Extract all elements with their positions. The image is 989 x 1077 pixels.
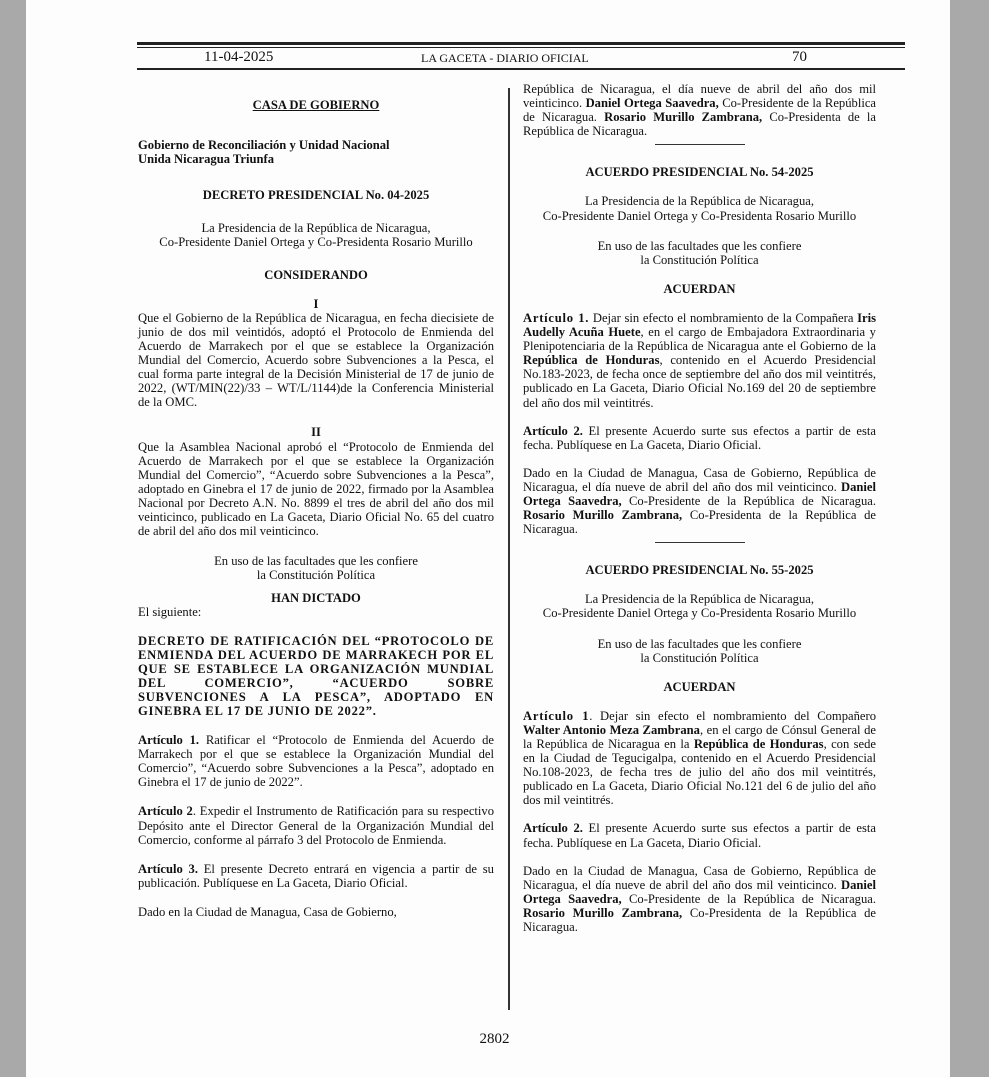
page-folio: 2802 [479, 1031, 510, 1047]
article-2-text: . Expedir el Instrumento de Ratificación para su respectivo Depósito ante el Director General de la Organización Mundial del Comercio, conforme al párrafo 3 del Protocolo de Enmienda. [138, 804, 495, 847]
article-1-label: Artículo 1. [138, 733, 200, 748]
acuerdo-55-signer-2: Rosario Murillo Zambrana, [523, 905, 683, 920]
presidency-line-2: Co-Presidente Daniel Ortega y Co-Presidenta Rosario Murillo [159, 235, 473, 250]
acuerdo-54-signer-2: Rosario Murillo Zambrana, [523, 508, 683, 523]
acuerdo-54-acuerdan: ACUERDAN [663, 281, 736, 296]
continued-signature [523, 82, 876, 138]
signer-role-2: Co-Presidenta de la República de Nicaragua. [523, 110, 876, 139]
page-header [137, 49, 905, 67]
acuerdo-55-dado [523, 864, 876, 934]
article-3 [138, 862, 494, 890]
header-publication: LA GACETA - DIARIO OFICIAL [421, 51, 589, 65]
acuerdo-54-article-1-text-b: , en el cargo de Embajadora Extraordinaria y Plenipotenciaria de la República de Nicaragua ante el Gobierno de la [523, 325, 876, 354]
acuerdo-54-dado [523, 466, 876, 536]
acuerdo-55-article-1-text-a: . Dejar sin efecto el nombramiento del Compañero [589, 708, 876, 723]
acuerdo-54-role-1: Co-Presidente de la República de Nicaragua. [621, 493, 876, 508]
acuerdo-54-article-1-label: Artículo 1. [523, 310, 590, 325]
column-divider [508, 88, 510, 1010]
separator-line [655, 542, 745, 543]
article-1 [138, 733, 494, 789]
acuerdo-54-facultades-1: En uso de las facultades que les confiere [597, 238, 802, 253]
considerando-number-i: I [313, 296, 319, 311]
acuerdo-54-article-2-label: Artículo 2. [523, 423, 583, 438]
header-rule-bottom [137, 68, 905, 70]
considerando-ii-text: Que la Asamblea Nacional aprobó el “Protocolo de Enmienda del Acuerdo de Marrakech por el que se establece la Organización Mundial del Comercio”, “Acuerdo sobre Subvenciones a la Pesca”, adoptado en Ginebra el 17 de junio de 2022, firmado por la Asamblea Nacional por Decreto A.N. No. 8899 el tres de abril del año dos mil veinticinco, publicado en La Gaceta, Diario Oficial No. 65 del cuatro de abril del año dos mil veinticinco. [138, 439, 494, 539]
facultades-line-1: En uso de las facultades que les confiere [214, 554, 418, 569]
acuerdo-55-article-1-text-b: , en el cargo de Cónsul General de la República de Nicaragua en la [523, 722, 876, 751]
acuerdo-54-facultades-2: la Constitución Política [640, 252, 759, 267]
separator-line [655, 144, 745, 145]
header-page-number: 70 [792, 49, 807, 65]
facultades-line-2: la Constitución Política [256, 568, 376, 583]
article-3-label: Artículo 3. [138, 861, 198, 876]
acuerdo-55-acuerdan: ACUERDAN [663, 679, 736, 694]
signer-name-2: Rosario Murillo Zambrana, [604, 110, 763, 125]
article-2-label: Artículo 2 [138, 804, 193, 819]
considerando-number-ii: II [311, 425, 321, 440]
decree-name: DECRETO DE RATIFICACIÓN DEL “PROTOCOLO DE ENMIENDA DEL ACUERDO DE MARRAKECH POR EL QUE SE ESTABLECE LA ORGANIZACIÓN MUNDIAL DEL COMERCIO”, “ACUERDO SOBRE SUBVENCIONES A LA PESCA”, ADOPTADO EN GINEBRA EL 17 DE JUNIO DE 2022”. [138, 633, 494, 718]
acuerdo-55-presidency-2: Co-Presidente Daniel Ortega y Co-Presidenta Rosario Murillo [542, 606, 857, 621]
header-rule-thin [137, 47, 905, 48]
article-1-text: Ratificar el “Protocolo de Enmienda del Acuerdo de Marrakech por el que se establece la Organización Mundial del Comercio”, “Acuerdo sobre Subvenciones a la Pesca”, adoptado en Ginebra el 17 de junio de 2022”. [138, 733, 494, 790]
acuerdo-54-dado-text: Dado en la Ciudad de Managua, Casa de Gobierno, República de Nicaragua, el día nueve de abril del año dos mil veinticinco. [523, 465, 876, 494]
han-dictado-heading: HAN DICTADO [271, 591, 361, 606]
acuerdo-54-role-2: Co-Presidenta de la República de Nicaragua. [523, 508, 877, 537]
acuerdo-55-dado-text: Dado en la Ciudad de Managua, Casa de Gobierno, República de Nicaragua, el día nueve de abril del año dos mil veinticinco. [523, 863, 876, 892]
acuerdo-55-article-2-text: El presente Acuerdo surte sus efectos a partir de esta fecha. Publíquese en La Gaceta, Diario Oficial. [523, 821, 876, 850]
signer-name-1: Daniel Ortega Saavedra, [585, 96, 719, 111]
presidency-line-1: La Presidencia de la República de Nicaragua, [201, 221, 431, 236]
acuerdo-54-signer-1: Daniel Ortega Saavedra, [523, 479, 876, 508]
decree-title: DECRETO PRESIDENCIAL No. 04-2025 [202, 188, 430, 203]
acuerdo-54-appointee-name: Iris Audelly Acuña Huete [523, 310, 876, 340]
acuerdo-55-title: ACUERDO PRESIDENCIAL No. 55-2025 [585, 563, 814, 578]
gov-line-1: Gobierno de Reconciliación y Unidad Nacional [138, 138, 390, 153]
acuerdo-54-article-1-text-c: , contenido en el Acuerdo Presidencial No.183-2023, de fecha once de septiembre del año dos mil veintitrés, publicado en La Gaceta, Diario Oficial No.169 del 20 de septiembre del año dos mil veintitrés. [523, 353, 876, 410]
acuerdo-54-article-2 [523, 424, 876, 452]
acuerdo-55-signer-1: Daniel Ortega Saavedra, [523, 877, 876, 906]
header-rule-top [137, 42, 905, 45]
acuerdo-55-article-1-text-c: , con sede en la Ciudad de Tegucigalpa, contenido en el Acuerdo Presidencial No.108-2023, de fecha tres de julio del año dos mil veintitrés, publicado en La Gaceta, Diario Oficial No.121 del 6 de julio del año dos mil veintitrés. [523, 737, 876, 808]
acuerdo-54-article-1 [523, 311, 876, 410]
gov-line-2: Unida Nicaragua Triunfa [138, 152, 274, 167]
acuerdo-55-article-1 [523, 709, 876, 808]
acuerdo-54-article-2-text: El presente Acuerdo surte sus efectos a partir de esta fecha. Publíquese en La Gaceta, Diario Oficial. [523, 423, 876, 452]
right-column [523, 82, 876, 934]
dado-text: Dado en la Ciudad de Managua, Casa de Gobierno, [138, 904, 397, 919]
article-3-text: El presente Decreto entrará en vigencia a partir de su publicación. Publíquese en La Gaceta, Diario Oficial. [138, 861, 494, 890]
siguiente-text: El siguiente: [138, 605, 202, 620]
acuerdo-55-article-2 [523, 821, 876, 849]
acuerdo-55-role-1: Co-Presidente de la República de Nicaragua. [621, 891, 876, 906]
acuerdo-55-presidency-1: La Presidencia de la República de Nicaragua, [584, 592, 815, 607]
acuerdo-55-facultades-2: la Constitución Política [640, 650, 759, 665]
left-column [138, 90, 494, 933]
acuerdo-54-title: ACUERDO PRESIDENCIAL No. 54-2025 [585, 165, 814, 180]
acuerdo-55-appointee-name: Walter Antonio Meza Zambrana [523, 722, 700, 737]
acuerdo-54-article-1-text-a: Dejar sin efecto el nombramiento de la Compañera [589, 310, 858, 325]
acuerdo-54-presidency-1: La Presidencia de la República de Nicaragua, [584, 194, 815, 209]
section-title: CASA DE GOBIERNO [252, 98, 380, 112]
article-2 [138, 804, 494, 846]
acuerdo-54-country: República de Honduras [523, 353, 660, 368]
header-date: 11-04-2025 [204, 49, 274, 65]
acuerdo-55-role-2: Co-Presidenta de la República de Nicaragua. [523, 905, 877, 935]
acuerdo-55-country: República de Honduras [693, 737, 824, 751]
acuerdo-55-facultades-1: En uso de las facultades que les confiere [597, 636, 802, 651]
acuerdo-55-article-2-label: Artículo 2. [523, 821, 583, 836]
acuerdo-55-article-1-label: Artículo 1 [523, 708, 590, 723]
continued-text: República de Nicaragua, el día nueve de abril del año dos mil veinticinco. [523, 82, 876, 111]
acuerdo-54-presidency-2: Co-Presidente Daniel Ortega y Co-Presidenta Rosario Murillo [542, 208, 857, 223]
signer-role-1: Co-Presidente de la República de Nicaragua. [523, 96, 876, 125]
considerando-i-text: Que el Gobierno de la República de Nicaragua, en fecha diecisiete de junio de dos mil veintidós, adoptó el Protocolo de Enmienda del Acuerdo de Marrakech por el que se establece la Organización Mundial del Comercio, Acuerdo sobre Subvenciones a la Pesca, el cual forma parte integral de la Decisión Ministerial de 17 de junio de 2022, (WT/MIN(22)/33 – WT/L/1144)de la Conferencia Ministerial de la OMC. [138, 310, 494, 410]
considerando-heading: CONSIDERANDO [264, 267, 368, 282]
